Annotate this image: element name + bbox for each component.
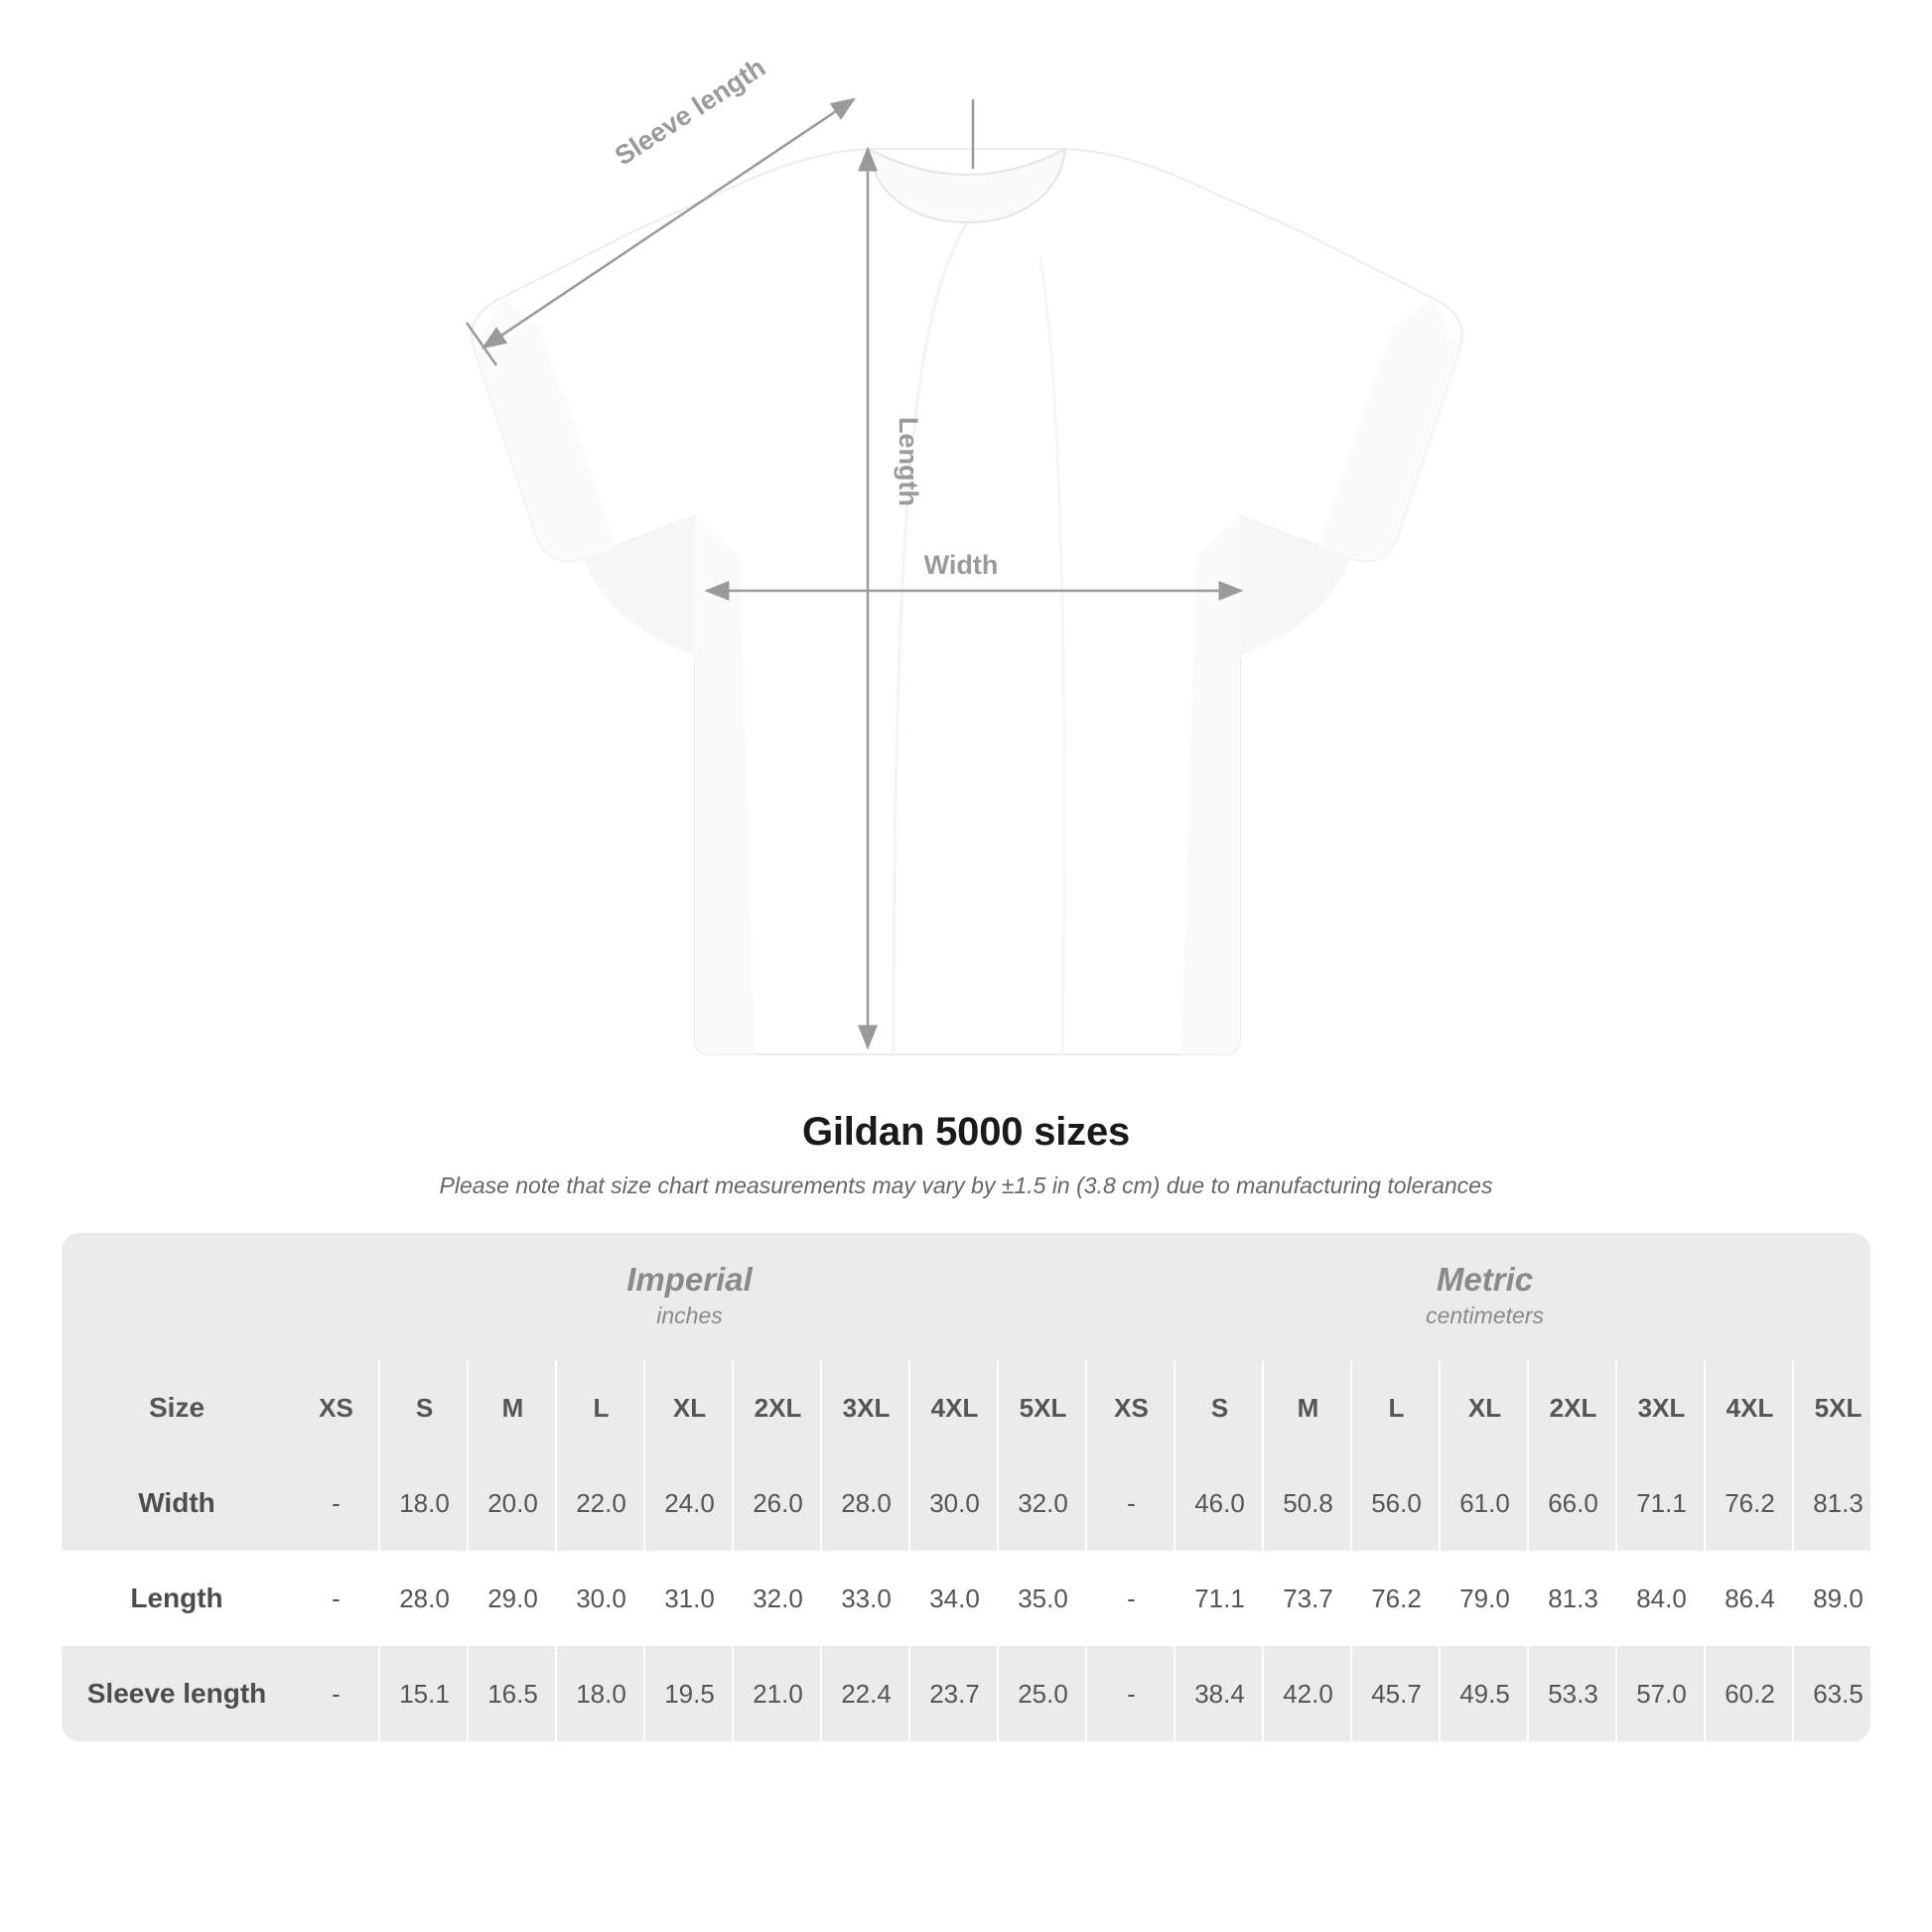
page-title: Gildan 5000 sizes (801, 1110, 1131, 1154)
unit-header-spacer (62, 1233, 292, 1360)
size-table (62, 1233, 1870, 1741)
table-row (62, 1646, 1870, 1741)
cell-length-metric-s: 71.1 (1175, 1551, 1264, 1646)
cell-width-metric-l: 56.0 (1352, 1455, 1441, 1551)
cell-length-imperial-2xl: 32.0 (734, 1551, 822, 1646)
cell-width-metric-4xl: 76.2 (1706, 1455, 1794, 1551)
column-header-imperial-xl: XL (645, 1360, 734, 1455)
cell-length-metric-xs: - (1087, 1551, 1175, 1646)
cell-sleeve-metric-4xl: 60.2 (1706, 1646, 1794, 1741)
unit-header-row (62, 1233, 1870, 1360)
column-header-metric-l: L (1352, 1360, 1441, 1455)
cell-length-metric-l: 76.2 (1352, 1551, 1441, 1646)
cell-width-imperial-l: 22.0 (557, 1455, 645, 1551)
cell-length-imperial-l: 30.0 (557, 1551, 645, 1646)
column-header-imperial-2xl: 2XL (734, 1360, 822, 1455)
cell-length-imperial-5xl: 35.0 (999, 1551, 1087, 1646)
cell-width-metric-m: 50.8 (1264, 1455, 1352, 1551)
cell-width-imperial-xl: 24.0 (645, 1455, 734, 1551)
cell-sleeve-imperial-2xl: 21.0 (734, 1646, 822, 1741)
cell-length-imperial-xl: 31.0 (645, 1551, 734, 1646)
size-header-row (62, 1360, 1870, 1455)
cell-length-imperial-xs: - (292, 1551, 380, 1646)
cell-width-imperial-5xl: 32.0 (999, 1455, 1087, 1551)
column-header-imperial-l: L (557, 1360, 645, 1455)
column-header-metric-m: M (1264, 1360, 1352, 1455)
column-header-size: Size (62, 1360, 292, 1455)
cell-sleeve-metric-m: 42.0 (1264, 1646, 1352, 1741)
unit-group-imperial-sub: inches (656, 1302, 723, 1328)
cell-sleeve-imperial-s: 15.1 (380, 1646, 469, 1741)
cell-length-metric-5xl: 89.0 (1794, 1551, 1870, 1646)
size-table-container (62, 1233, 1870, 1741)
cell-sleeve-metric-l: 45.7 (1352, 1646, 1441, 1741)
tolerance-note: Please note that size chart measurements may vary by ±1.5 in (3.8 cm) due to manufacturing tolerances (439, 1173, 1493, 1198)
table-row (62, 1455, 1870, 1551)
cell-length-imperial-m: 29.0 (469, 1551, 557, 1646)
cell-width-metric-xl: 61.0 (1441, 1455, 1529, 1551)
table-row (62, 1551, 1870, 1646)
row-label-width: Width (62, 1455, 292, 1551)
cell-sleeve-imperial-l: 18.0 (557, 1646, 645, 1741)
cell-length-imperial-3xl: 33.0 (822, 1551, 910, 1646)
title-block (0, 1110, 1932, 1199)
cell-width-imperial-3xl: 28.0 (822, 1455, 910, 1551)
column-header-metric-xs: XS (1087, 1360, 1175, 1455)
cell-length-metric-3xl: 84.0 (1617, 1551, 1706, 1646)
cell-length-metric-xl: 79.0 (1441, 1551, 1529, 1646)
tshirt-shape (472, 149, 1461, 1054)
row-label-length: Length (62, 1551, 292, 1646)
cell-sleeve-metric-s: 38.4 (1175, 1646, 1264, 1741)
cell-sleeve-metric-2xl: 53.3 (1529, 1646, 1617, 1741)
cell-length-imperial-s: 28.0 (380, 1551, 469, 1646)
cell-sleeve-metric-xl: 49.5 (1441, 1646, 1529, 1741)
column-header-metric-5xl: 5XL (1794, 1360, 1870, 1455)
column-header-metric-s: S (1175, 1360, 1264, 1455)
length-label: Length (894, 417, 923, 506)
column-header-metric-3xl: 3XL (1617, 1360, 1706, 1455)
cell-width-imperial-4xl: 30.0 (910, 1455, 999, 1551)
column-header-imperial-m: M (469, 1360, 557, 1455)
cell-width-metric-5xl: 81.3 (1794, 1455, 1870, 1551)
column-header-metric-4xl: 4XL (1706, 1360, 1794, 1455)
cell-length-metric-2xl: 81.3 (1529, 1551, 1617, 1646)
column-header-imperial-3xl: 3XL (822, 1360, 910, 1455)
cell-width-metric-s: 46.0 (1175, 1455, 1264, 1551)
width-label: Width (923, 550, 999, 580)
cell-sleeve-imperial-4xl: 23.7 (910, 1646, 999, 1741)
cell-sleeve-metric-3xl: 57.0 (1617, 1646, 1706, 1741)
column-header-imperial-5xl: 5XL (999, 1360, 1087, 1455)
unit-group-metric (1087, 1233, 1870, 1360)
column-header-imperial-xs: XS (292, 1360, 380, 1455)
unit-group-metric-sub: centimeters (1426, 1302, 1544, 1328)
unit-group-metric-name: Metric (1436, 1260, 1534, 1298)
cell-sleeve-imperial-m: 16.5 (469, 1646, 557, 1741)
cell-sleeve-imperial-3xl: 22.4 (822, 1646, 910, 1741)
cell-width-imperial-s: 18.0 (380, 1455, 469, 1551)
column-header-metric-2xl: 2XL (1529, 1360, 1617, 1455)
cell-sleeve-imperial-xs: - (292, 1646, 380, 1741)
cell-length-metric-m: 73.7 (1264, 1551, 1352, 1646)
column-header-metric-xl: XL (1441, 1360, 1529, 1455)
cell-width-metric-2xl: 66.0 (1529, 1455, 1617, 1551)
unit-group-imperial (292, 1233, 1087, 1360)
cell-length-metric-4xl: 86.4 (1706, 1551, 1794, 1646)
unit-group-imperial-name: Imperial (626, 1260, 753, 1298)
cell-sleeve-metric-xs: - (1087, 1646, 1175, 1741)
row-label-sleeve-length: Sleeve length (62, 1646, 292, 1741)
sleeve-length-label: Sleeve length (609, 52, 771, 172)
cell-sleeve-imperial-5xl: 25.0 (999, 1646, 1087, 1741)
cell-length-imperial-4xl: 34.0 (910, 1551, 999, 1646)
column-header-imperial-4xl: 4XL (910, 1360, 999, 1455)
cell-width-imperial-2xl: 26.0 (734, 1455, 822, 1551)
cell-width-imperial-xs: - (292, 1455, 380, 1551)
cell-width-metric-xs: - (1087, 1455, 1175, 1551)
column-header-imperial-s: S (380, 1360, 469, 1455)
cell-sleeve-imperial-xl: 19.5 (645, 1646, 734, 1741)
cell-sleeve-metric-5xl: 63.5 (1794, 1646, 1870, 1741)
cell-width-imperial-m: 20.0 (469, 1455, 557, 1551)
cell-width-metric-3xl: 71.1 (1617, 1455, 1706, 1551)
